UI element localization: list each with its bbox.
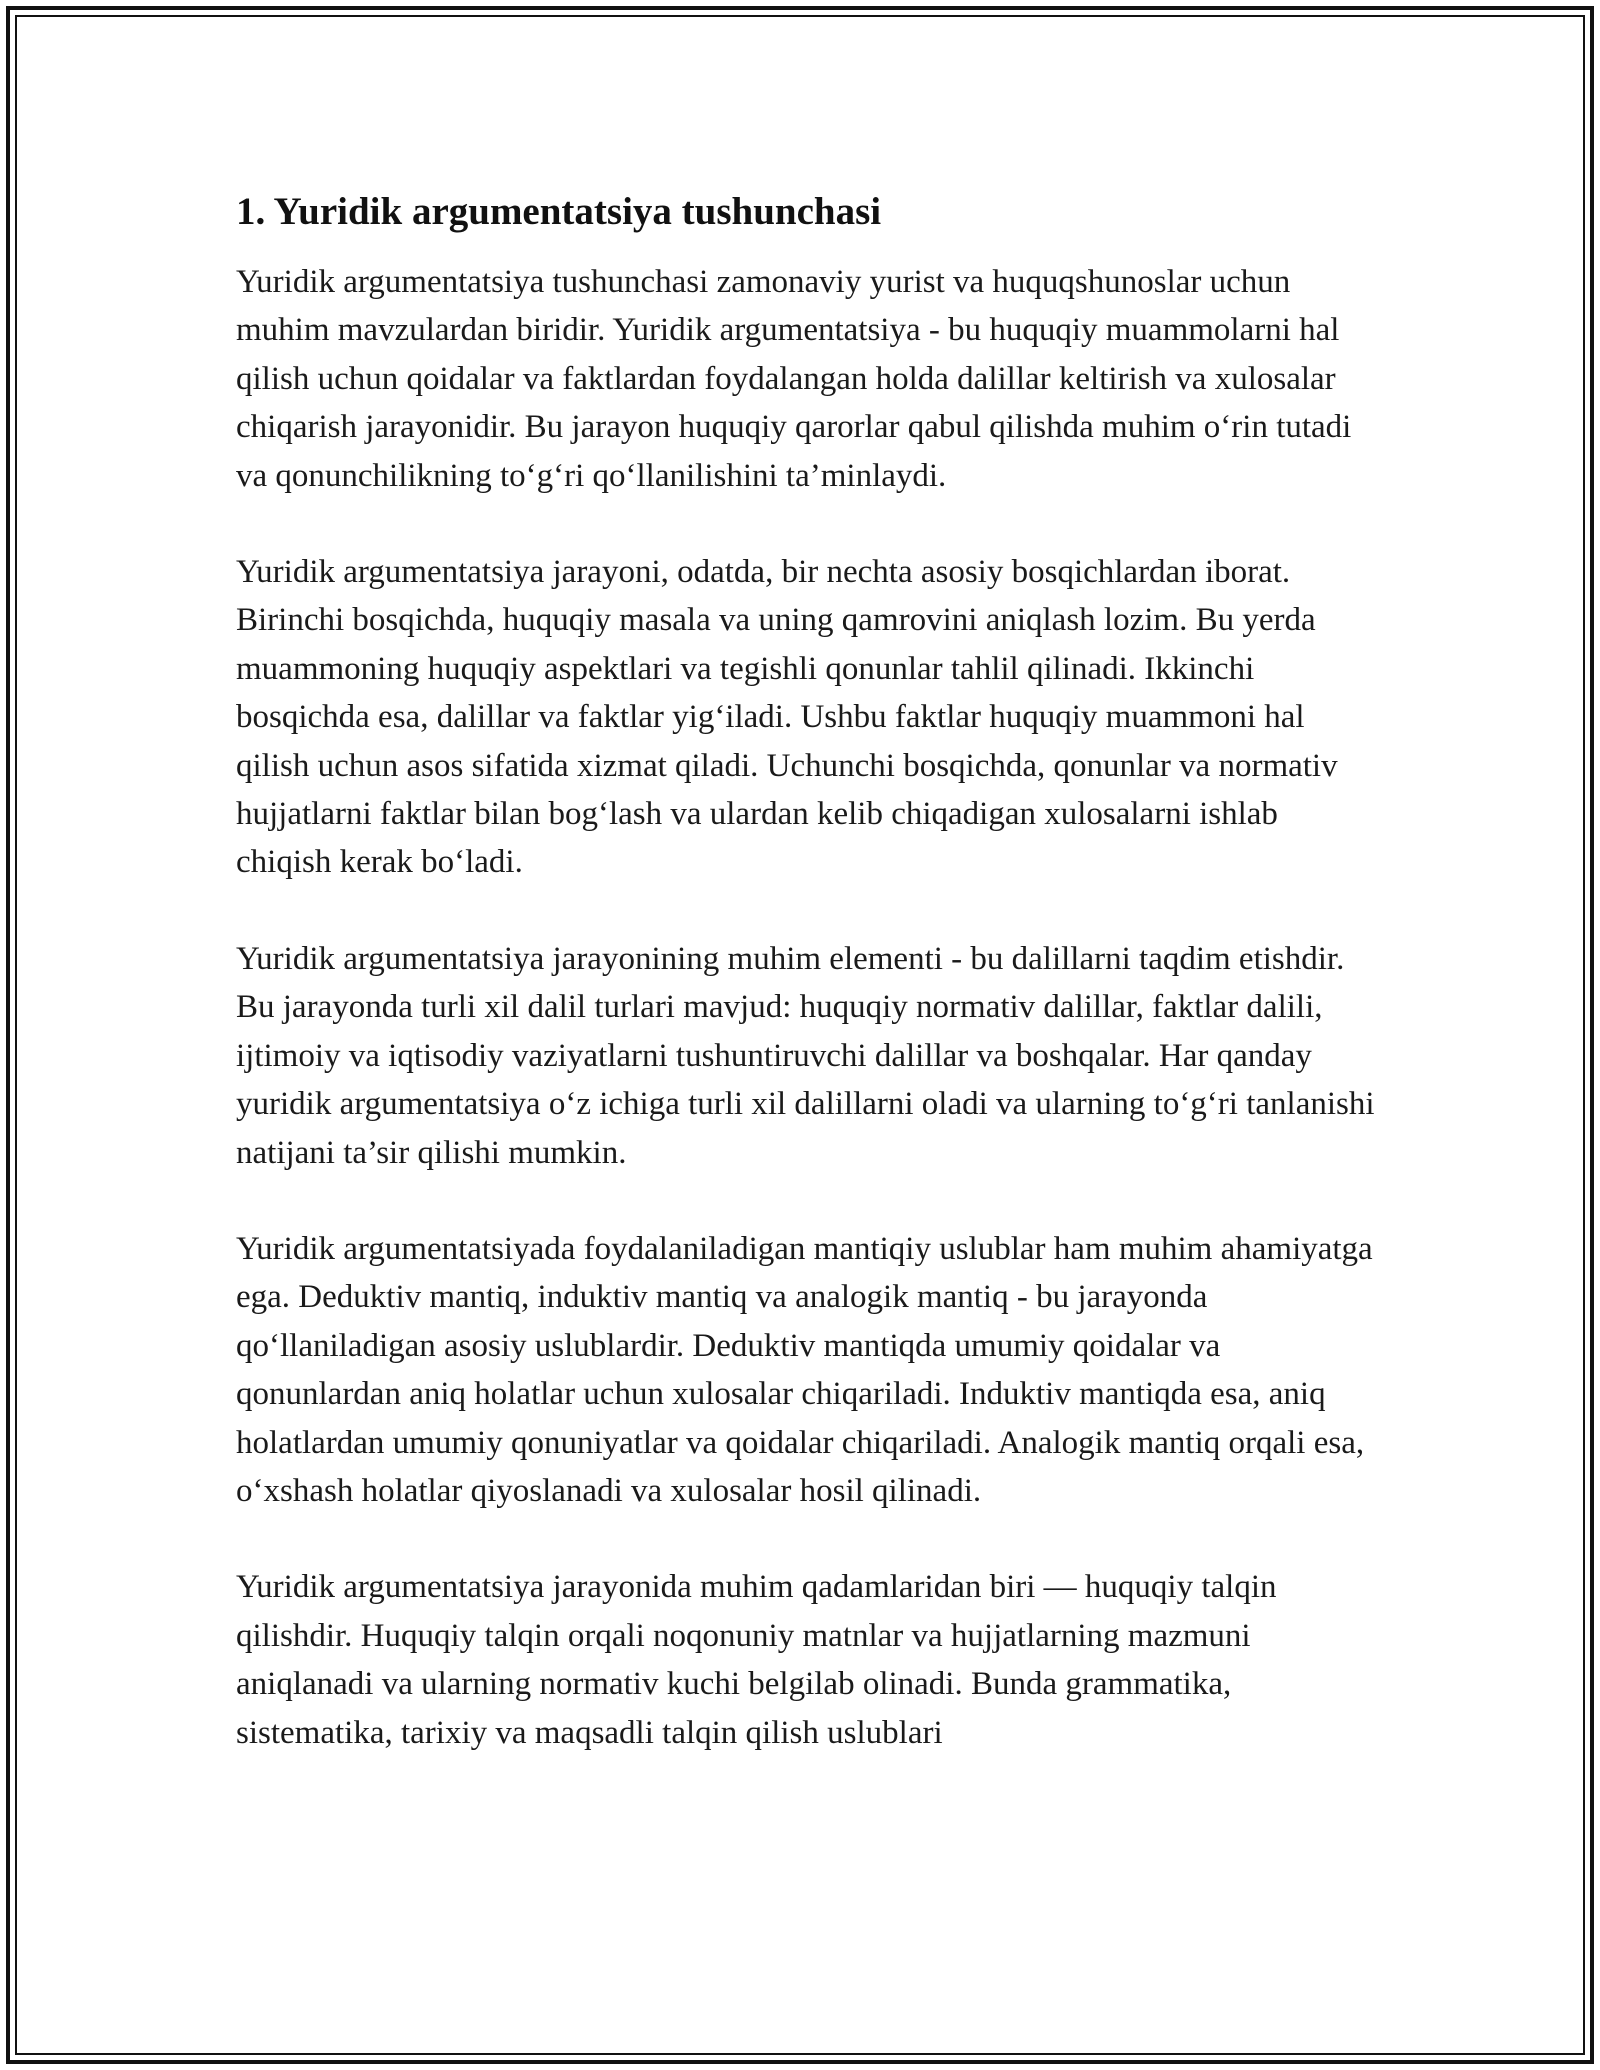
section-heading: 1. Yuridik argumentatsiya tushunchasi (236, 190, 882, 233)
paragraph-interpretation: Yuridik argumentatsiya jarayonida muhim qadamlaridan biri — huquqiy talqin qilishdir. Huquqiy talqin orqali noqonuniy matnlar va hujjatlarning mazmuni aniqlanadi va ularning normativ kuchi belgilab olinadi. Bunda grammatika, sistematika, tarixiy va maqsadli talqin qilish uslublari (236, 1569, 1277, 1751)
document-body (236, 186, 1376, 1805)
paragraph-evidence: Yuridik argumentatsiya jarayonining muhim elementi - bu dalillarni taqdim etishdir. Bu jarayonda turli xil dalil turlari mavjud: huquqiy normativ dalillar, faktlar dalili, ijtimoiy va iqtisodiy vaziyatlarni tushuntiruvchi dalillar va boshqalar. Har qanday yuridik argumentatsiya o‘z ichiga turli xil dalillarni oladi va ularning to‘g‘ri tanlanishi natijani ta’sir qilishi mumkin. (236, 940, 1375, 1171)
paragraph-logic-methods: Yuridik argumentatsiyada foydalaniladigan mantiqiy uslublar ham muhim ahamiyatga ega. Deduktiv mantiq, induktiv mantiq va analogik mantiq - bu jarayonda qo‘llaniladigan asosiy uslublardir. Deduktiv mantiqda umumiy qoidalar va qonunlardan aniq holatlar uchun xulosalar chiqariladi. Induktiv mantiqda esa, aniq holatlardan umumiy qonuniyatlar va qoidalar chiqariladi. Analogik mantiq orqali esa, o‘xshash holatlar qiyoslanadi va xulosalar hosil qilinadi. (236, 1230, 1373, 1509)
paragraph-stages: Yuridik argumentatsiya jarayoni, odatda, bir nechta asosiy bosqichlardan iborat. Birinchi bosqichda, huquqiy masala va uning qamrovini aniqlash lozim. Bu yerda muammoning huquqiy aspektlari va tegishli qonunlar tahlil qilinadi. Ikkinchi bosqichda esa, dalillar va faktlar yig‘iladi. Ushbu faktlar huquqiy muammoni hal qilish uchun asos sifatida xizmat qiladi. Uchunchi bosqichda, qonunlar va normativ hujjatlarni faktlar bilan bog‘lash va ulardan kelib chiqadigan xulosalarni ishlab chiqish kerak bo‘ladi. (236, 554, 1338, 881)
paragraph-definition: Yuridik argumentatsiya tushunchasi zamonaviy yurist va huquqshunoslar uchun muhim mavzulardan biridir. Yuridik argumentatsiya - bu huquqiy muammolarni hal qilish uchun qoidalar va faktlardan foydalangan holda dalillar keltirish va xulosalar chiqarish jarayonidir. Bu jarayon huquqiy qarorlar qabul qilishda muhim o‘rin tutadi va qonunchilikning to‘g‘ri qo‘llanilishini ta’minlaydi. (236, 264, 1352, 494)
